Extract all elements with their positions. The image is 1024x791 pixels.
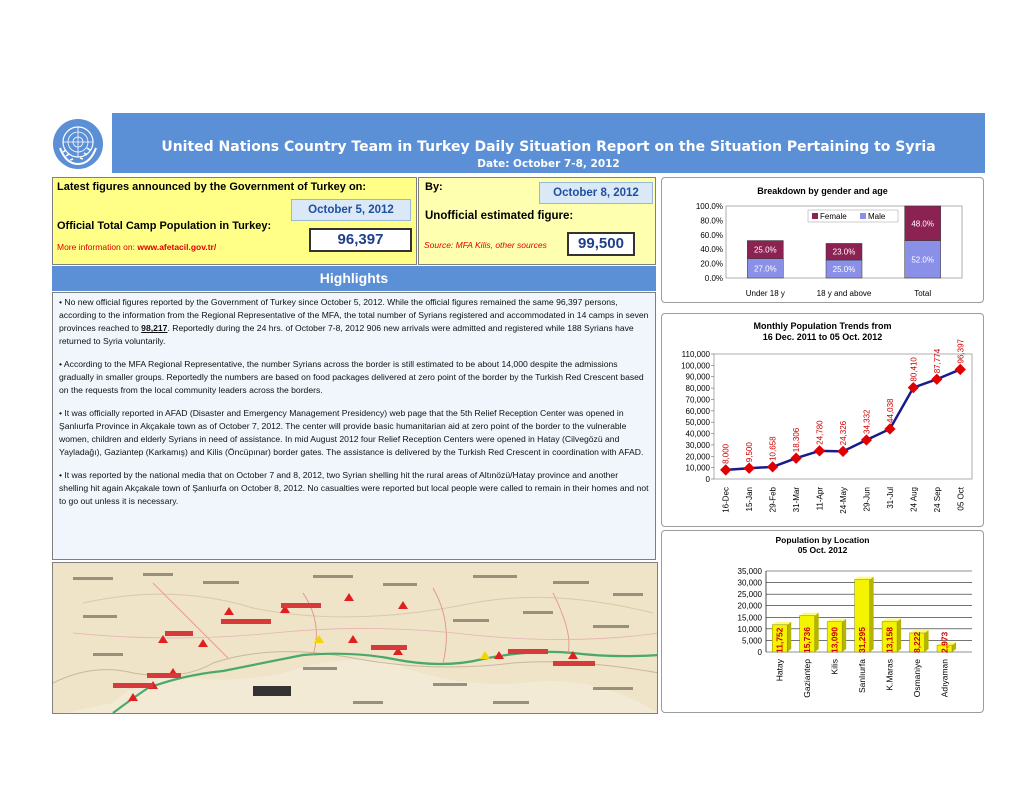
x-tick-label: Under 18 y [745, 289, 785, 298]
report-title: United Nations Country Team in Turkey Daily Situation Report on the Situation Pertaining to Syria [161, 139, 936, 155]
x-tick-label: 24 Sep [932, 487, 942, 513]
bar-side [870, 577, 874, 652]
highlight-paragraph-4: • It was reported by the national media that on October 7 and 8, 2012, two Syrian shelling hit the rural areas of Altınözü/Hatay province and another shelling hit again Akçakale town of Şanlıurfa on October 8, 2012. No casualties were reported but local people were called to remain in their homes and not to go out unless it is necessary. [59, 470, 649, 506]
y-tick-label: 80.0% [700, 216, 723, 226]
y-tick-label: 90,000 [685, 372, 710, 382]
y-tick-label: 10,000 [685, 463, 710, 473]
data-label: 8,222 [912, 631, 923, 653]
y-tick-label: 30,000 [685, 440, 710, 450]
data-label: 2,973 [939, 631, 950, 653]
data-label: 18,306 [792, 427, 802, 453]
y-tick-label: 10,000 [737, 624, 762, 634]
y-tick-label: 0 [705, 475, 710, 484]
data-label: 87,774 [932, 348, 942, 374]
estimate-by: By: [425, 181, 443, 193]
data-label: 13,158 [884, 627, 895, 653]
data-label: 11,752 [774, 627, 785, 653]
x-tick-label: 18 y and above [816, 289, 872, 298]
population-trend-subtitle: 16 Dec. 2011 to 05 Oct. 2012 [762, 332, 883, 342]
gender-age-chart [661, 177, 984, 303]
y-tick-label: 100,000 [681, 361, 710, 371]
highlight-paragraph-1 [59, 296, 649, 348]
x-tick-label: K.Maras [884, 659, 895, 691]
gender-age-chart-title: Breakdown by gender and age [757, 186, 888, 196]
x-tick-label: 15-Jan [745, 487, 755, 512]
data-label-male: 25.0% [832, 265, 856, 274]
x-tick-label: 11-Apr [815, 487, 825, 511]
x-tick-label: 31-Jul [885, 487, 895, 509]
y-tick-label: 40.0% [700, 245, 723, 255]
population-location-chart [661, 530, 984, 713]
y-tick-label: 0 [757, 648, 762, 657]
region-map [52, 562, 658, 714]
y-tick-label: 70,000 [685, 395, 710, 405]
y-tick-label: 110,000 [681, 350, 710, 359]
x-tick-label: Total [914, 289, 932, 298]
data-label-male: 27.0% [753, 264, 777, 274]
x-tick-label: Sanlıurfa [857, 659, 868, 694]
population-location-subtitle: 05 Oct. 2012 [797, 545, 848, 555]
y-tick-label: 20,000 [737, 601, 762, 611]
estimate-source [424, 240, 547, 250]
estimate-source-text: Source: MFA Kilis, other sources [424, 240, 547, 250]
highlight-paragraph-3: • It was officially reported in AFAD (Disaster and Emergency Management Presidency) web page that the 5th Relief Reception Center was opened in Şanlıurfa Province in Akçakale town as of October 7, 2012. The center will provide basic humanitarian aid at zero point of the border to the vulnerable women, children and elderly Syrians in need of assistance. In mid August 2012 four Relief Reception Centers were opened in Hatay (Cilvegözü and Yayladağı), Gaziantep (Karkamış) and Kilis (Öncüpınar) border gates. The assistance is delivered by the Turkish Red Crescent in coordination with AFAD. [59, 408, 644, 457]
data-label-female: 25.0% [753, 245, 777, 255]
bar-side [897, 619, 901, 652]
data-label: 24,326 [839, 420, 848, 446]
data-label: 8,000 [721, 443, 731, 464]
x-tick-label: Gaziantep [802, 659, 813, 698]
y-tick-label: 50,000 [685, 418, 710, 428]
y-tick-label: 60.0% [700, 230, 723, 240]
x-tick-label: Hatay [774, 659, 785, 682]
population-location-title: Population by Location [775, 535, 870, 545]
y-tick-label: 40,000 [685, 429, 710, 439]
population-trend-title: Monthly Population Trends from [753, 321, 892, 331]
highlight-1-number: 98,217 [141, 323, 168, 333]
data-label: 9,500 [745, 442, 755, 463]
y-tick-label: 0.0% [704, 274, 723, 283]
x-tick-label: Kilis [829, 659, 840, 675]
data-label: 13,090 [829, 627, 840, 653]
data-label: 96,397 [956, 338, 966, 364]
y-tick-label: 60,000 [685, 406, 710, 416]
x-tick-label: 24 Aug [909, 487, 919, 512]
y-tick-label: 15,000 [737, 613, 762, 623]
legend-swatch-male [860, 213, 866, 219]
x-tick-label: Adıyaman [939, 659, 950, 698]
more-info-link[interactable]: www.afetacil.gov.tr/ [137, 242, 217, 252]
official-heading: Latest figures announced by the Government of Turkey on: [57, 181, 367, 193]
bar-side [842, 619, 846, 652]
estimate-value: 99,500 [567, 232, 635, 256]
data-label-female: 23.0% [832, 247, 856, 257]
data-label: 10,658 [768, 436, 778, 461]
legend-label-female: Female [820, 212, 847, 221]
y-tick-label: 20.0% [700, 259, 723, 269]
gender-age-chart-plot [662, 178, 983, 302]
x-tick-label: 29-Feb [768, 487, 778, 513]
y-tick-label: 20,000 [685, 452, 710, 462]
y-tick-label: 80,000 [685, 384, 710, 394]
official-date: October 5, 2012 [291, 199, 411, 221]
more-info-prefix: More information on: [57, 242, 138, 252]
data-label: 24,780 [815, 420, 825, 445]
y-tick-label: 35,000 [737, 567, 762, 576]
report-date: Date: October 7-8, 2012 [477, 158, 620, 170]
un-logo-icon [52, 118, 104, 170]
x-tick-label: 29-Jun [862, 487, 872, 512]
data-label: 34,332 [862, 409, 872, 434]
highlight-paragraph-2: • According to the MFA Regional Representative, the number Syrians across the border is still estimated to be about 14,000 despite the admissions gradually in smaller groups. Reportedly the numbers are based on food packages delivered at zero point of the border by the Turkish Red Crescent based on the requests from the local community leaders across the borders. [59, 359, 644, 395]
legend-label-male: Male [868, 212, 886, 221]
x-tick-label: 16-Dec [721, 487, 731, 513]
population-trend-chart [661, 313, 984, 527]
data-label: 31,295 [857, 627, 868, 653]
population-location-plot [662, 531, 983, 712]
region-map-image [53, 563, 658, 714]
official-label: Official Total Camp Population in Turkey: [57, 220, 272, 232]
x-tick-label: 05 Oct [956, 487, 966, 511]
report-header [112, 113, 985, 173]
data-label-female: 48.0% [911, 219, 935, 229]
official-value: 96,397 [309, 228, 412, 252]
data-label-male: 52.0% [911, 255, 935, 265]
x-tick-label: 31-Mar [792, 487, 802, 513]
estimate-label: Unofficial estimated figure: [425, 210, 574, 222]
highlight-1-part-b: . Reportedly during the 24 hrs. of October 7-8, 2012 906 new arrivals were admitted and registered while 188 Syrians have returned to Syria voluntarily. [59, 323, 634, 346]
legend-swatch-female [812, 213, 818, 219]
data-label: 44,038 [885, 398, 895, 423]
y-tick-label: 5,000 [741, 636, 762, 646]
highlights-text [52, 292, 656, 560]
x-tick-label: 24-May [839, 487, 848, 514]
official-figures-panel [52, 177, 417, 265]
bar-side [787, 622, 791, 652]
bar-side [815, 613, 819, 652]
more-info [57, 242, 216, 252]
bar-side [925, 630, 929, 652]
highlight-1-part-a: • No new official figures reported by the Government of Turkey since October 5, 2012. While the official figures remained the same 96,397 persons, according to the information from the Regional Representative of the MFA, the total number of Syrians registered and accommodated in 14 camps in seven provinces reached to [59, 297, 649, 333]
x-tick-label: Osmaniye [912, 659, 923, 698]
data-label: 80,410 [909, 357, 919, 382]
estimate-panel [418, 177, 656, 265]
y-tick-label: 100.0% [695, 202, 723, 211]
population-trend-plot [662, 314, 983, 526]
estimate-date: October 8, 2012 [539, 182, 653, 204]
y-tick-label: 30,000 [737, 578, 762, 588]
data-label: 15,736 [802, 627, 813, 653]
highlights-heading: Highlights [52, 266, 656, 291]
y-tick-label: 25,000 [737, 590, 762, 600]
